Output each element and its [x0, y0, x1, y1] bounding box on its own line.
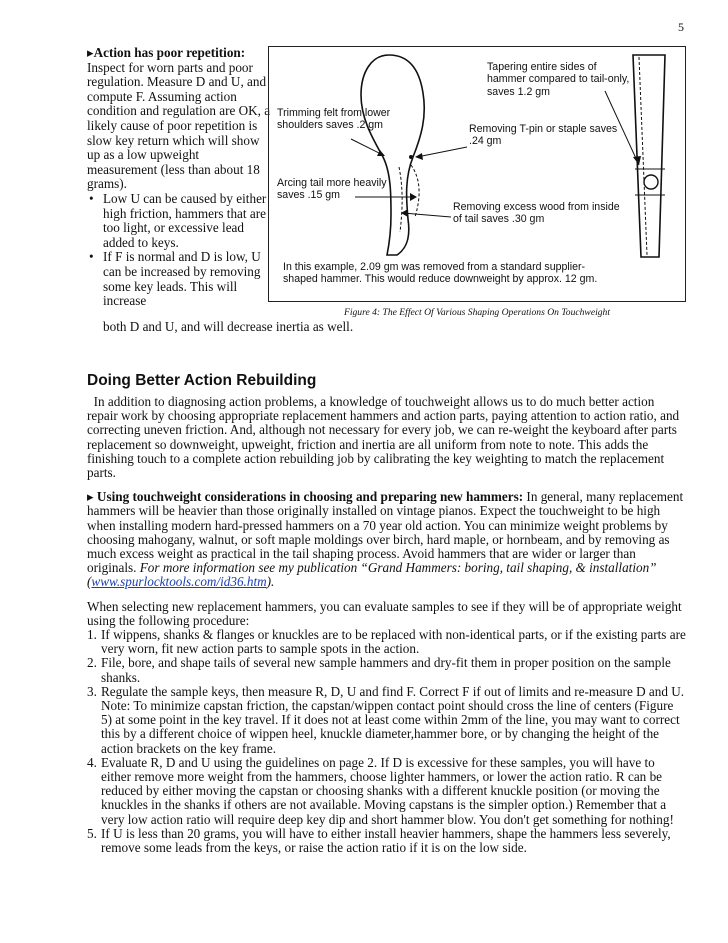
repetition-text: Inspect for worn parts and poor regulation. Measure D and U, and compute F. Assuming action condition and regulation are OK, a likely cause of poor repetition is slow key return which will show up as a low upweight measurement (less than about 18 grams).: [87, 59, 271, 192]
marker-icon-2: ▸: [87, 489, 97, 505]
page-number: 5: [678, 20, 684, 34]
step-item: 4. Evaluate R, D and U using the guidelines on page 2. If D is excessive for these samples, you will have to either remove more weight from the hammers, choose lighter hammers, or lower the action ratio. R can be reduced by either moving the capstan or choosing shanks with a different knuckle position (or moving the knuckles in the shanks if others are not available. Moving capstans is the simpler option.) Remember that a very low action ratio will require deep key dip and short hammer blow. You don't get something for nothing!: [87, 754, 674, 827]
intro-paragraph: In addition to diagnosing action problems, a knowledge of touchweight allows us to do much better action repair work by choosing appropriate replacement hammers and action parts, paying attention to action ratio, and correcting uneven friction. And, although not necessary for every job, we can re-weight the keyboard after parts replacement so downweight, upweight, friction and inertia are all uniform from note to note. This adds the finishing touch to a complete action rebuilding job by calibrating the key weighting to match the replacement parts.: [87, 394, 683, 481]
staple-dot: [409, 155, 413, 159]
hammers-heading: Using touchweight considerations in choosing and preparing new hammers:: [96, 489, 524, 505]
repetition-paragraph: [87, 46, 272, 192]
figure-caption: Figure 4: The Effect Of Various Shaping Operations On Touchweight: [343, 307, 611, 318]
label-tpin: Removing T-pin or staple saves .24 gm: [469, 123, 618, 148]
label-trimming: Trimming felt from lower shoulders saves .2 gm: [277, 107, 391, 132]
arrow-wood: [403, 213, 451, 217]
repetition-tail-line: both D and U, and will decrease inertia as well.: [103, 319, 354, 334]
step-item: 5. If U is less than 20 grams, you will have to either install heavier hammers, shape the hammers less severely, remove some leads from the keys, or raise the action ratio if it is on the low side.: [87, 825, 671, 856]
bullet-f-normal: • If F is normal and D is low, U can be increased by removing some key leads. This will increase: [87, 250, 272, 308]
step-item: 3. Regulate the sample keys, then measure R, D, U and find F. Correct F if out of limits and re-measure D and U. Note: To minimize capstan friction, the capstan/wippen contact point should cross the line of centers (Figure 5) at some point in the key travel. If it does not at least come within 2mm of the line, you may want to correct this by a different choice of wippen heel, knuckle diameter,hammer bore, or by changing the height of the action brackets on the key frame.: [87, 683, 685, 756]
hammers-italic: For more information see my publication “Grand Hammers: boring, tail shaping, & installation” (: [87, 560, 657, 590]
hammers-italic-end: ).: [266, 574, 275, 590]
procedure-steps: [87, 628, 687, 855]
hammer-figure: [268, 46, 686, 302]
label-wood: Removing excess wood from inside of tail saves .30 gm: [453, 201, 620, 226]
side-hole: [644, 175, 658, 189]
label-tapering: Tapering entire sides of hammer compared to tail-only, saves 1.2 gm: [487, 61, 630, 98]
tail-dashed: [411, 165, 419, 217]
repetition-bullets: [87, 192, 272, 309]
step-item: 2. File, bore, and shape tails of several new sample hammers and dry-fit them in proper position on the sample shanks.: [87, 655, 671, 685]
hammer-side-view: [633, 55, 665, 257]
arrow-tpin: [417, 147, 467, 157]
hammer-outline: [361, 55, 424, 255]
figure-note: In this example, 2.09 gm was removed from a standard supplier-shaped hammer. This would reduce downweight by approx. 12 gm.: [283, 261, 598, 286]
step-item: 1. If wippens, shanks & flanges or knuckles are to be replaced with non-identical parts, or if the existing parts are very worn, fit new action parts to sample spots in the action.: [87, 627, 686, 657]
label-arcing: Arcing tail more heavily saves .15 gm: [277, 177, 387, 202]
hammers-paragraph: [87, 490, 687, 589]
main-body: [87, 395, 687, 855]
bullet-low-u: • Low U can be caused by either high friction, hammers that are too light, or excessive lead added to keys.: [87, 192, 272, 250]
repetition-section: [87, 46, 272, 309]
marker-icon: ▸: [87, 45, 94, 60]
hammers-text: In general, many replacement hammers will be heavier than those originally installed on vintage pianos. Expect the touchweight to be high when installing modern hard-pressed hammers on a 70 year old action. You can minimize weight problems by choosing mahogany, walnut, or soft maple moldings over birch, hard maple, or hornbeam, and by removing as much excess weight as practical in the tail shaping process. Avoid hammers that are wider or larger than originals.: [87, 489, 684, 576]
section-title: Doing Better Action Rebuilding: [87, 372, 317, 389]
repetition-heading: Action has poor repetition:: [93, 45, 246, 60]
procedure-intro: When selecting new replacement hammers, you can evaluate samples to see if they will be of appropriate weight using the following procedure:: [87, 598, 682, 628]
publication-link[interactable]: www.spurlocktools.com/id36.htm: [91, 574, 267, 590]
